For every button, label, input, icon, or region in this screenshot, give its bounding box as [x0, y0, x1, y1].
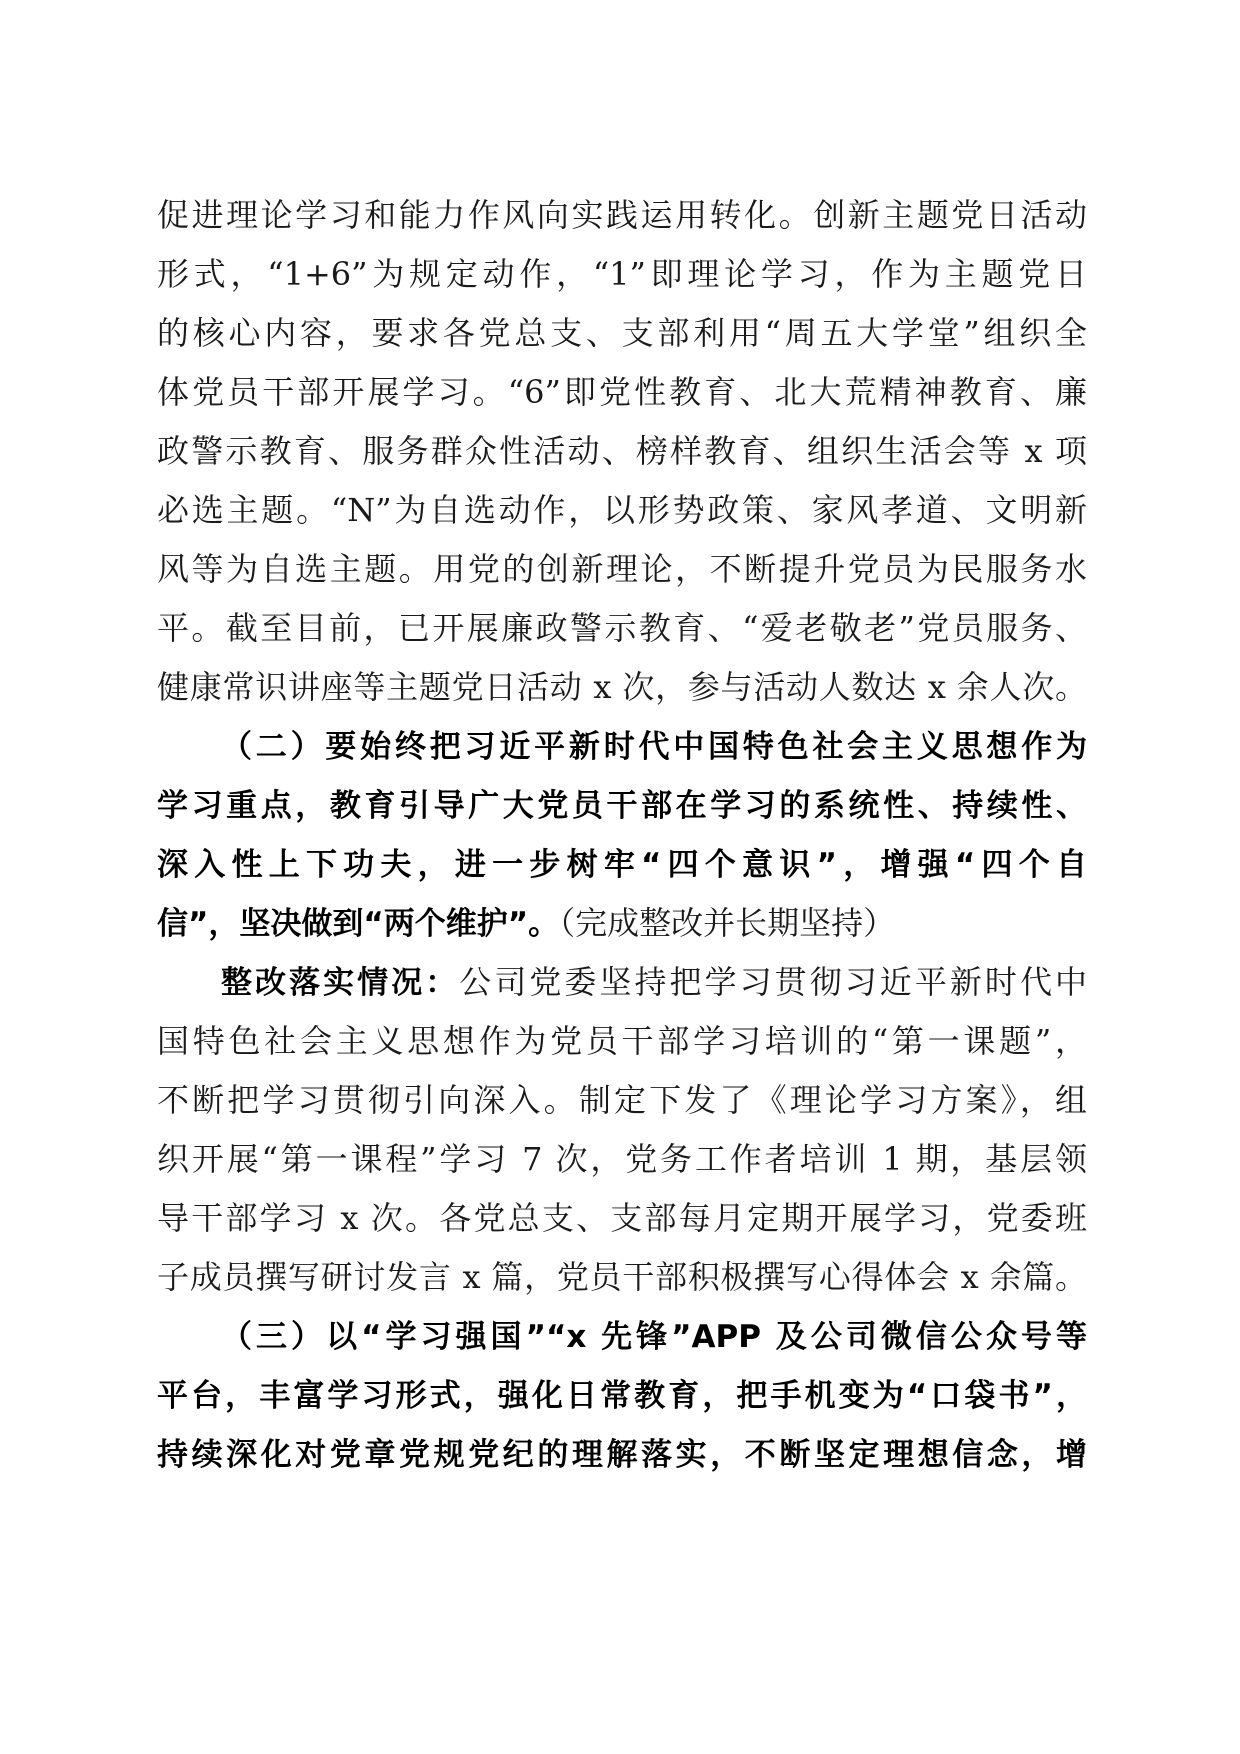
text-line [157, 186, 1087, 245]
text-line [157, 953, 1087, 1012]
text-segment: 健康常识讲座等主题党日活动 x 次，参与活动人数达 x 余人次。 [157, 668, 1087, 706]
document-body [157, 186, 1087, 1484]
bold-text-segment: 持续深化对党章党规党纪的理解落实，不断坚定理想信念，增 [157, 1437, 1087, 1473]
text-line [157, 245, 1087, 304]
text-line [157, 1425, 1087, 1484]
bold-text-segment: 学习重点，教育引导广大党员干部在学习的系统性、持续性、 [157, 788, 1087, 824]
text-segment: 的核心内容，要求各党总支、支部利用“周五大学堂”组织全 [157, 314, 1087, 352]
text-line [157, 1071, 1087, 1130]
text-line [157, 1130, 1087, 1189]
text-line [157, 835, 1087, 894]
text-line [157, 1248, 1087, 1307]
text-line [157, 1366, 1087, 1425]
bold-text-segment: 信”，坚决做到“两个维护”。 [157, 906, 560, 942]
text-segment: 国特色社会主义思想作为党员干部学习培训的“第一课题”， [157, 1022, 1087, 1060]
bold-text-segment: （三）以“学习强国”“x 先锋”APP 及公司微信公众号等 [221, 1319, 1087, 1355]
text-line [157, 304, 1087, 363]
text-segment: 风等为自选主题。用党的创新理论，不断提升党员为民服务水 [157, 550, 1087, 588]
text-segment: 体党员干部开展学习。“6”即党性教育、北大荒精神教育、廉 [157, 373, 1087, 411]
text-line [157, 422, 1087, 481]
text-line [157, 894, 1087, 953]
text-segment: （完成整改并长期坚持） [559, 904, 896, 942]
text-line [157, 599, 1087, 658]
text-line [157, 1307, 1087, 1366]
text-segment: 子成员撰写研讨发言 x 篇，党员干部积极撰写心得体会 x 余篇。 [157, 1258, 1087, 1296]
text-segment: 促进理论学习和能力作风向实践运用转化。创新主题党日活动 [157, 196, 1087, 234]
bold-text-segment: 整改落实情况： [221, 965, 460, 1001]
text-line [157, 540, 1087, 599]
text-segment: 平。截至目前，已开展廉政警示教育、“爱老敬老”党员服务、 [157, 609, 1087, 647]
text-line [157, 717, 1087, 776]
text-segment: 导干部学习 x 次。各党总支、支部每月定期开展学习，党委班 [157, 1199, 1087, 1237]
text-segment: 公司党委坚持把学习贯彻习近平新时代中 [459, 963, 1087, 1001]
text-line [157, 1189, 1087, 1248]
text-line [157, 658, 1087, 717]
text-line [157, 776, 1087, 835]
text-segment: 形式，“1+6”为规定动作，“1”即理论学习，作为主题党日 [157, 255, 1087, 293]
bold-text-segment: 平台，丰富学习形式，强化日常教育，把手机变为“口袋书”， [157, 1378, 1087, 1414]
text-segment: 必选主题。“N”为自选动作，以形势政策、家风孝道、文明新 [157, 491, 1087, 529]
text-segment: 政警示教育、服务群众性活动、榜样教育、组织生活会等 x 项 [157, 432, 1087, 470]
bold-text-segment: 深入性上下功夫，进一步树牢“四个意识”，增强“四个自 [157, 847, 1087, 883]
text-line [157, 1012, 1087, 1071]
text-segment: 织开展“第一课程”学习 7 次，党务工作者培训 1 期，基层领 [157, 1140, 1087, 1178]
text-line [157, 481, 1087, 540]
text-line [157, 363, 1087, 422]
text-segment: 不断把学习贯彻引向深入。制定下发了《理论学习方案》，组 [157, 1081, 1087, 1119]
bold-text-segment: （二）要始终把习近平新时代中国特色社会主义思想作为 [221, 729, 1087, 765]
